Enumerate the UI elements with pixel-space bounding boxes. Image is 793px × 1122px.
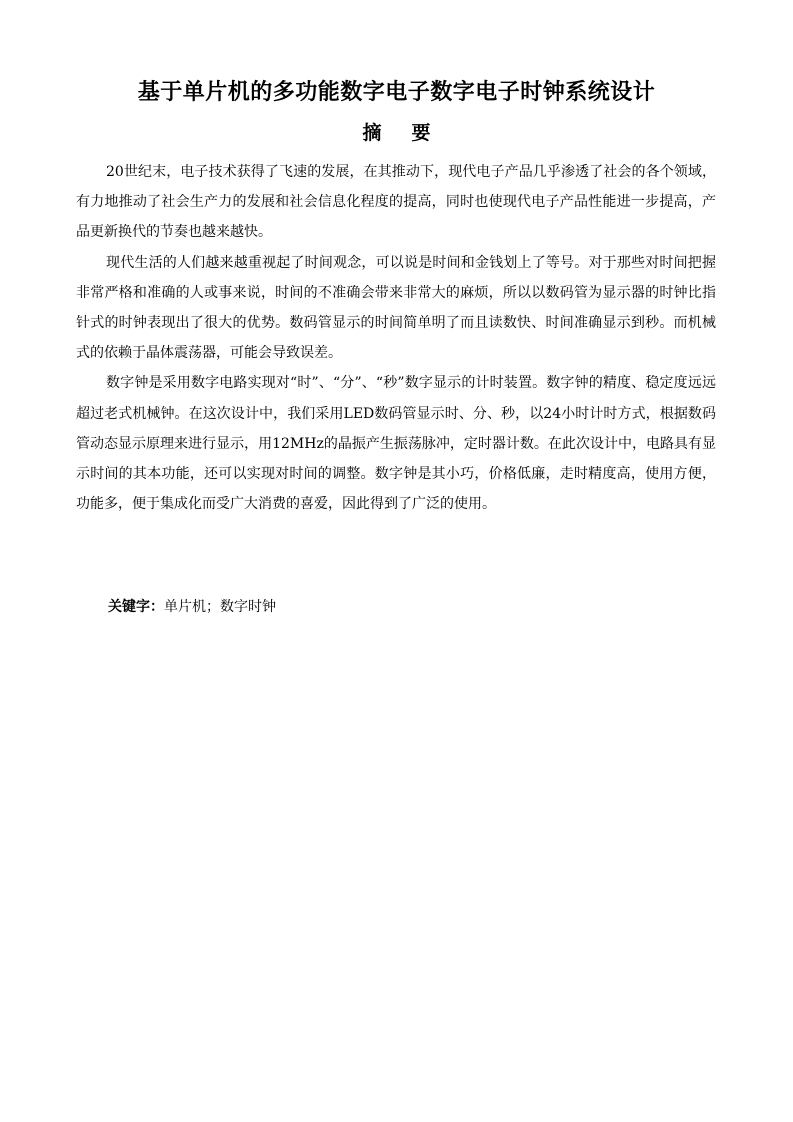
keywords-line <box>108 597 276 617</box>
abstract-heading-char-1: 摘 <box>362 122 382 144</box>
abstract-paragraph-2: 现代生活的人们越来越重视起了时间观念，可以说是时间和金钱划上了等号。对于那些对时间把握非常严格和准确的人或事来说，时间的不准确会带来非常大的麻烦，所以以数码管为显示器的时钟比指针式的时钟表现出了很大的优势。数码管显示的时间简单明了而且读数快、时间准确显示到秒。而机械式的依赖于晶体震荡器，可能会导致误差。 <box>76 254 716 362</box>
abstract-heading-char-2: 要 <box>411 122 431 144</box>
abstract-heading <box>0 119 793 147</box>
keywords-value: 单片机；数字时钟 <box>164 599 276 615</box>
document-title: 基于单片机的多功能数字电子数字电子时钟系统设计 <box>137 80 656 105</box>
abstract-paragraph-1: 20世纪末，电子技术获得了飞速的发展，在其推动下，现代电子产品几乎渗透了社会的各个领域，有力地推动了社会生产力的发展和社会信息化程度的提高，同时也使现代电子产品性能进一步提高，产品更新换代的节奏也越来越快。 <box>76 164 716 241</box>
keywords-label: 关键字： <box>108 599 164 615</box>
abstract-paragraph-3: 数字钟是采用数字电路实现对“时”、“分”、“秒”数字显示的计时装置。数字钟的精度、稳定度远远超过老式机械钟。在这次设计中，我们采用LED数码管显示时、分、秒，以24小时计时方式，根据数码管动态显示原理来进行显示，用12MHz的晶振产生振荡脉冲，定时器计数。在此次设计中，电路具有显示时间的其本功能，还可以实现对时间的调整。数字钟是其小巧，价格低廉，走时精度高，使用方便，功能多，便于集成化而受广大消费的喜爱，因此得到了广泛的使用。 <box>76 375 716 513</box>
abstract-body <box>76 157 716 519</box>
